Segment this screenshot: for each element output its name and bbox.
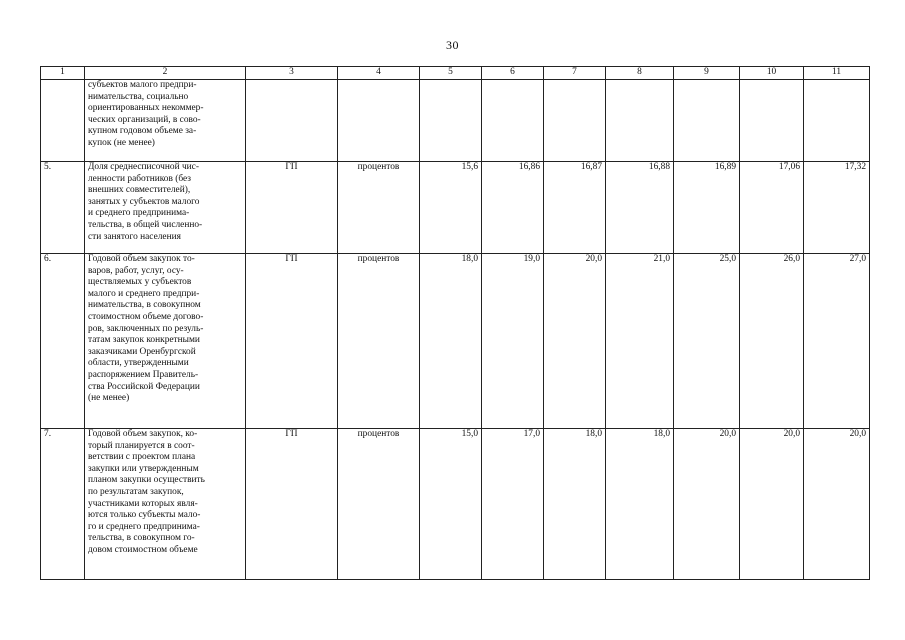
unit-cell — [338, 80, 420, 162]
indicator-name-line: купок (не менее) — [88, 137, 155, 148]
indicator-name-line: Доля среднесписочной чис- — [88, 162, 199, 172]
source-cell — [246, 80, 338, 162]
indicators-table — [40, 66, 870, 580]
table-row — [41, 254, 870, 429]
value-cell: 15,0 — [420, 429, 482, 580]
value-cell: 19,0 — [482, 254, 544, 429]
indicator-name-line: нимательства, в совокупном — [88, 300, 201, 311]
indicator-name-line: ществляемых у субъектов — [88, 277, 192, 288]
column-header: 11 — [804, 67, 870, 80]
indicator-name-line: ются только субъекты мало- — [88, 510, 201, 521]
value-cell: 16,89 — [674, 162, 740, 254]
indicator-name-line: ориентированных некоммер- — [88, 103, 204, 114]
value-cell — [740, 80, 804, 162]
indicator-name-line: купном годовом объеме за- — [88, 126, 197, 137]
indicator-name-line: довом стоимостном объеме — [88, 544, 198, 555]
source-cell: ГП — [246, 254, 338, 429]
indicator-name-line: Годовой объем закупок то- — [88, 254, 195, 264]
indicator-name-line: ров, заключенных по резуль- — [88, 323, 204, 334]
indicator-name-line: ветствии с проектом плана — [88, 452, 196, 463]
indicator-name-line: сти занятого населения — [88, 231, 181, 242]
indicator-name-line: тельства, в общей численно- — [88, 219, 203, 230]
column-header: 4 — [338, 67, 420, 80]
indicator-name-line: распоряжением Правитель- — [88, 369, 199, 380]
row-number: 5. — [41, 162, 85, 254]
indicator-name-line: го и среднего предпринима- — [88, 521, 200, 532]
indicator-name-line: и среднего предпринима- — [88, 208, 190, 219]
table-row — [41, 429, 870, 580]
value-cell — [674, 80, 740, 162]
value-cell: 26,0 — [740, 254, 804, 429]
header-row — [41, 67, 870, 80]
value-cell — [482, 80, 544, 162]
indicator-name-line: ческих организаций, в сово- — [88, 114, 201, 125]
indicator-name-line: участниками которых явля- — [88, 498, 198, 509]
indicator-name-line: малого и среднего предпри- — [88, 288, 200, 299]
value-cell: 20,0 — [740, 429, 804, 580]
indicator-name — [85, 162, 246, 254]
value-cell: 16,87 — [544, 162, 606, 254]
column-header: 7 — [544, 67, 606, 80]
indicator-name-line: татам закупок конкретными — [88, 335, 200, 346]
row-number — [41, 80, 85, 162]
indicator-name — [85, 254, 246, 429]
value-cell — [420, 80, 482, 162]
column-header: 8 — [606, 67, 674, 80]
indicator-name-line: субъектов малого предпри- — [88, 80, 197, 90]
value-cell: 16,86 — [482, 162, 544, 254]
value-cell: 20,0 — [544, 254, 606, 429]
value-cell: 17,0 — [482, 429, 544, 580]
indicator-name-line: ленности работников (без — [88, 173, 192, 184]
table-row — [41, 162, 870, 254]
page-number: 30 — [446, 38, 459, 52]
value-cell: 17,32 — [804, 162, 870, 254]
indicator-name — [85, 429, 246, 580]
value-cell: 18,0 — [544, 429, 606, 580]
indicator-name-line: Годовой объем закупок, ко- — [88, 429, 198, 439]
column-header: 2 — [85, 67, 246, 80]
row-number: 7. — [41, 429, 85, 580]
value-cell — [804, 80, 870, 162]
unit-cell: процентов — [338, 162, 420, 254]
indicator-name — [85, 80, 246, 162]
indicator-name-line: ства Российской Федерации — [88, 381, 200, 392]
value-cell — [606, 80, 674, 162]
column-header: 10 — [740, 67, 804, 80]
value-cell: 25,0 — [674, 254, 740, 429]
indicator-name-line: занятых у субъектов малого — [88, 196, 200, 207]
value-cell: 21,0 — [606, 254, 674, 429]
indicator-name-line: торый планируется в соот- — [88, 440, 195, 451]
column-header: 9 — [674, 67, 740, 80]
value-cell — [544, 80, 606, 162]
column-header: 6 — [482, 67, 544, 80]
indicator-name-line: стоимостном объеме догово- — [88, 311, 204, 322]
source-cell: ГП — [246, 429, 338, 580]
indicator-name-line: (не менее) — [88, 393, 130, 404]
indicator-name-line: нимательства, социально — [88, 91, 189, 102]
value-cell: 27,0 — [804, 254, 870, 429]
source-cell: ГП — [246, 162, 338, 254]
value-cell: 18,0 — [420, 254, 482, 429]
column-header: 3 — [246, 67, 338, 80]
indicator-name-line: заказчиками Оренбургской — [88, 346, 196, 357]
value-cell: 20,0 — [674, 429, 740, 580]
indicator-name-line: по результатам закупок, — [88, 486, 184, 497]
column-header: 5 — [420, 67, 482, 80]
table-row — [41, 80, 870, 162]
indicator-name-line: тельства, в совокупном го- — [88, 533, 195, 544]
row-number: 6. — [41, 254, 85, 429]
value-cell: 16,88 — [606, 162, 674, 254]
indicator-name-line: внешних совместителей), — [88, 185, 191, 196]
column-header: 1 — [41, 67, 85, 80]
value-cell: 20,0 — [804, 429, 870, 580]
indicator-name-line: варов, работ, услуг, осу- — [88, 265, 184, 276]
value-cell: 17,06 — [740, 162, 804, 254]
indicator-name-line: области, утвержденными — [88, 358, 189, 369]
indicator-name-line: планом закупки осуществить — [88, 475, 205, 486]
unit-cell: процентов — [338, 254, 420, 429]
indicator-name-line: закупки или утвержденным — [88, 463, 199, 474]
value-cell: 15,6 — [420, 162, 482, 254]
value-cell: 18,0 — [606, 429, 674, 580]
unit-cell: процентов — [338, 429, 420, 580]
